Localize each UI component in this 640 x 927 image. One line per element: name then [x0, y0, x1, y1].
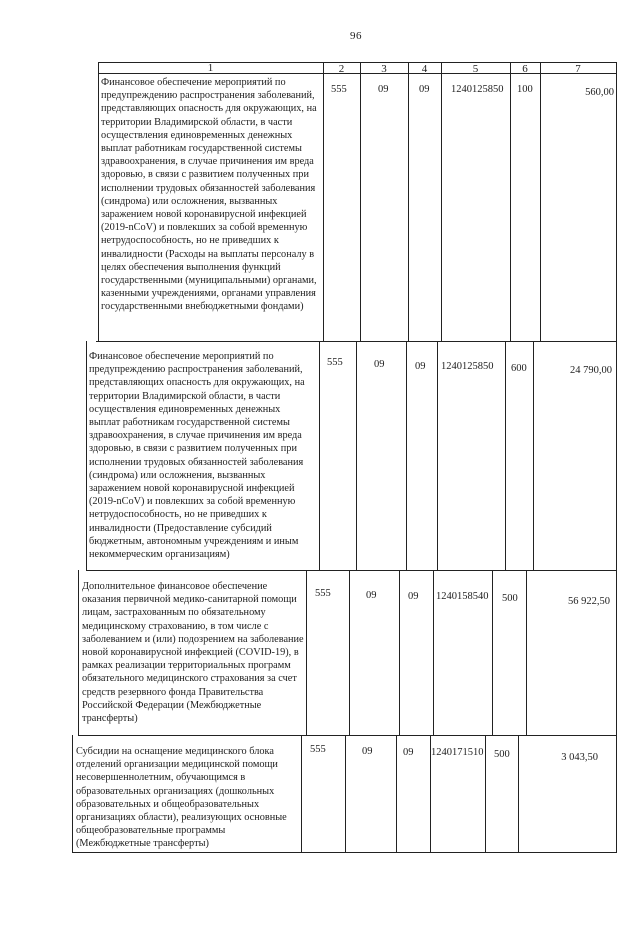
header-col-6: 6	[522, 63, 528, 75]
column-line	[518, 735, 519, 853]
column-line	[526, 570, 527, 736]
table-row-4-c2: 555	[310, 744, 326, 755]
column-line	[360, 62, 361, 342]
table-row-1-description: Финансовое обеспечение мероприятий по предупреждению распространения заболеваний, представляющих опасность для окружающих, на территории Владимирской области, в части осуществления единовременных денежных выплат работникам государственной системы здравоохранения, в случае причинения им вреда здоровью, в связи с развитием полученных при исполнении трудовых обязанностей заболевания (синдрома) или осложнения, вызванных заражением новой коронавирусной инфекцией (2019-nCoV) и повлекших за собой временную нетрудоспособность, но не приведших к инвалидности (Расходы на выплаты персоналу в целях обеспечения выполнения функций государственными (муниципальными) органами, казенными учреждениями, органами управления государственными внебюджетными фондами)	[101, 77, 317, 313]
table-row-3-description: Дополнительное финансовое обеспечение оказания первичной медико-санитарной помощи лицам, застрахованным по обязательному медицинскому страхованию, в том числе с заболеванием и (или) подозрением на заболевание новой коронавирусной инфекцией (COVID-19), в рамках реализации территориальных программ обязательного медицинского страхования за счет средств резервного фонда Правительства Российской Федерации (Межбюджетные трансферты)	[82, 581, 304, 725]
column-line	[505, 341, 506, 571]
table-bottom-border	[72, 852, 616, 853]
table-row-4-c5: 1240171510	[431, 747, 484, 758]
column-line	[441, 62, 442, 342]
table-row-2-c3: 09	[374, 359, 385, 370]
column-line	[485, 735, 486, 853]
table-row-2-c5: 1240125850	[441, 361, 494, 372]
header-col-2: 2	[338, 63, 345, 75]
column-line	[616, 62, 617, 853]
column-line	[408, 62, 409, 342]
row-divider	[86, 570, 616, 571]
table-row-2-c4: 09	[415, 361, 426, 372]
column-line	[78, 570, 79, 736]
header-col-5: 5	[472, 63, 479, 75]
table-row-1-c7: 560,00	[585, 87, 614, 98]
column-line	[98, 62, 99, 342]
header-col-4: 4	[421, 63, 428, 75]
column-line	[345, 735, 346, 853]
table-row-3-c6: 500	[502, 593, 518, 604]
column-line	[301, 735, 302, 853]
table-row-3-c2: 555	[315, 588, 331, 599]
table-row-3-c4: 09	[408, 591, 419, 602]
table-row-1-c5: 1240125850	[451, 84, 504, 95]
column-line	[492, 570, 493, 736]
column-line	[86, 341, 87, 571]
column-line	[437, 341, 438, 571]
column-line	[319, 341, 320, 571]
column-line	[72, 735, 73, 853]
table-row-4-description: Субсидии на оснащение медицинского блока отделений организации медицинской помощи несовершеннолетним, обучающимся в образовательных организациях (дошкольных образовательных и общеобразовательных организациях области), реализующих основные общеобразовательные программы (Межбюджетные трансферты)	[76, 746, 287, 850]
table-row-4-c3: 09	[362, 746, 373, 757]
column-line	[510, 62, 511, 342]
column-line	[356, 341, 357, 571]
table-row-1-c4: 09	[419, 84, 430, 95]
table-row-2-c7: 24 790,00	[570, 365, 612, 376]
table-row-4-c7: 3 043,50	[561, 752, 598, 763]
table-row-4-c4: 09	[403, 747, 414, 758]
table-row-3-c5: 1240158540	[436, 591, 489, 602]
table-row-1-c2: 555	[331, 84, 347, 95]
column-line	[406, 341, 407, 571]
page-number: 96	[350, 30, 362, 42]
table-row-4-c6: 500	[494, 749, 510, 760]
header-col-7: 7	[575, 63, 581, 75]
table-row-2-c6: 600	[511, 363, 527, 374]
row-divider	[78, 735, 616, 736]
column-line	[399, 570, 400, 736]
column-line	[396, 735, 397, 853]
header-col-1: 1	[207, 62, 214, 74]
table-row-1-c3: 09	[378, 84, 389, 95]
column-line	[323, 62, 324, 342]
column-line	[433, 570, 434, 736]
column-line	[349, 570, 350, 736]
column-line	[540, 62, 541, 342]
table-row-2-description: Финансовое обеспечение мероприятий по предупреждению распространения заболеваний, представляющих опасность для окружающих, на территории Владимирской области, в части осуществления единовременных денежных выплат работникам государственной системы здравоохранения, в случае причинения им вреда здоровью, в связи с развитием полученных при исполнении трудовых обязанностей заболевания (синдрома) или осложнения, вызванных заражением новой коронавирусной инфекцией (2019-nCoV) и повлекших за собой временную нетрудоспособность, но не приведших к инвалидности (Предоставление субсидий бюджетным, автономным учреждениям и иным некоммерческим организациям)	[89, 351, 305, 561]
column-line	[306, 570, 307, 736]
table-row-3-c7: 56 922,50	[568, 596, 610, 607]
table-row-3-c3: 09	[366, 590, 377, 601]
header-col-3: 3	[381, 63, 387, 75]
table-row-1-c6: 100	[517, 84, 533, 95]
table-row-2-c2: 555	[327, 357, 343, 368]
